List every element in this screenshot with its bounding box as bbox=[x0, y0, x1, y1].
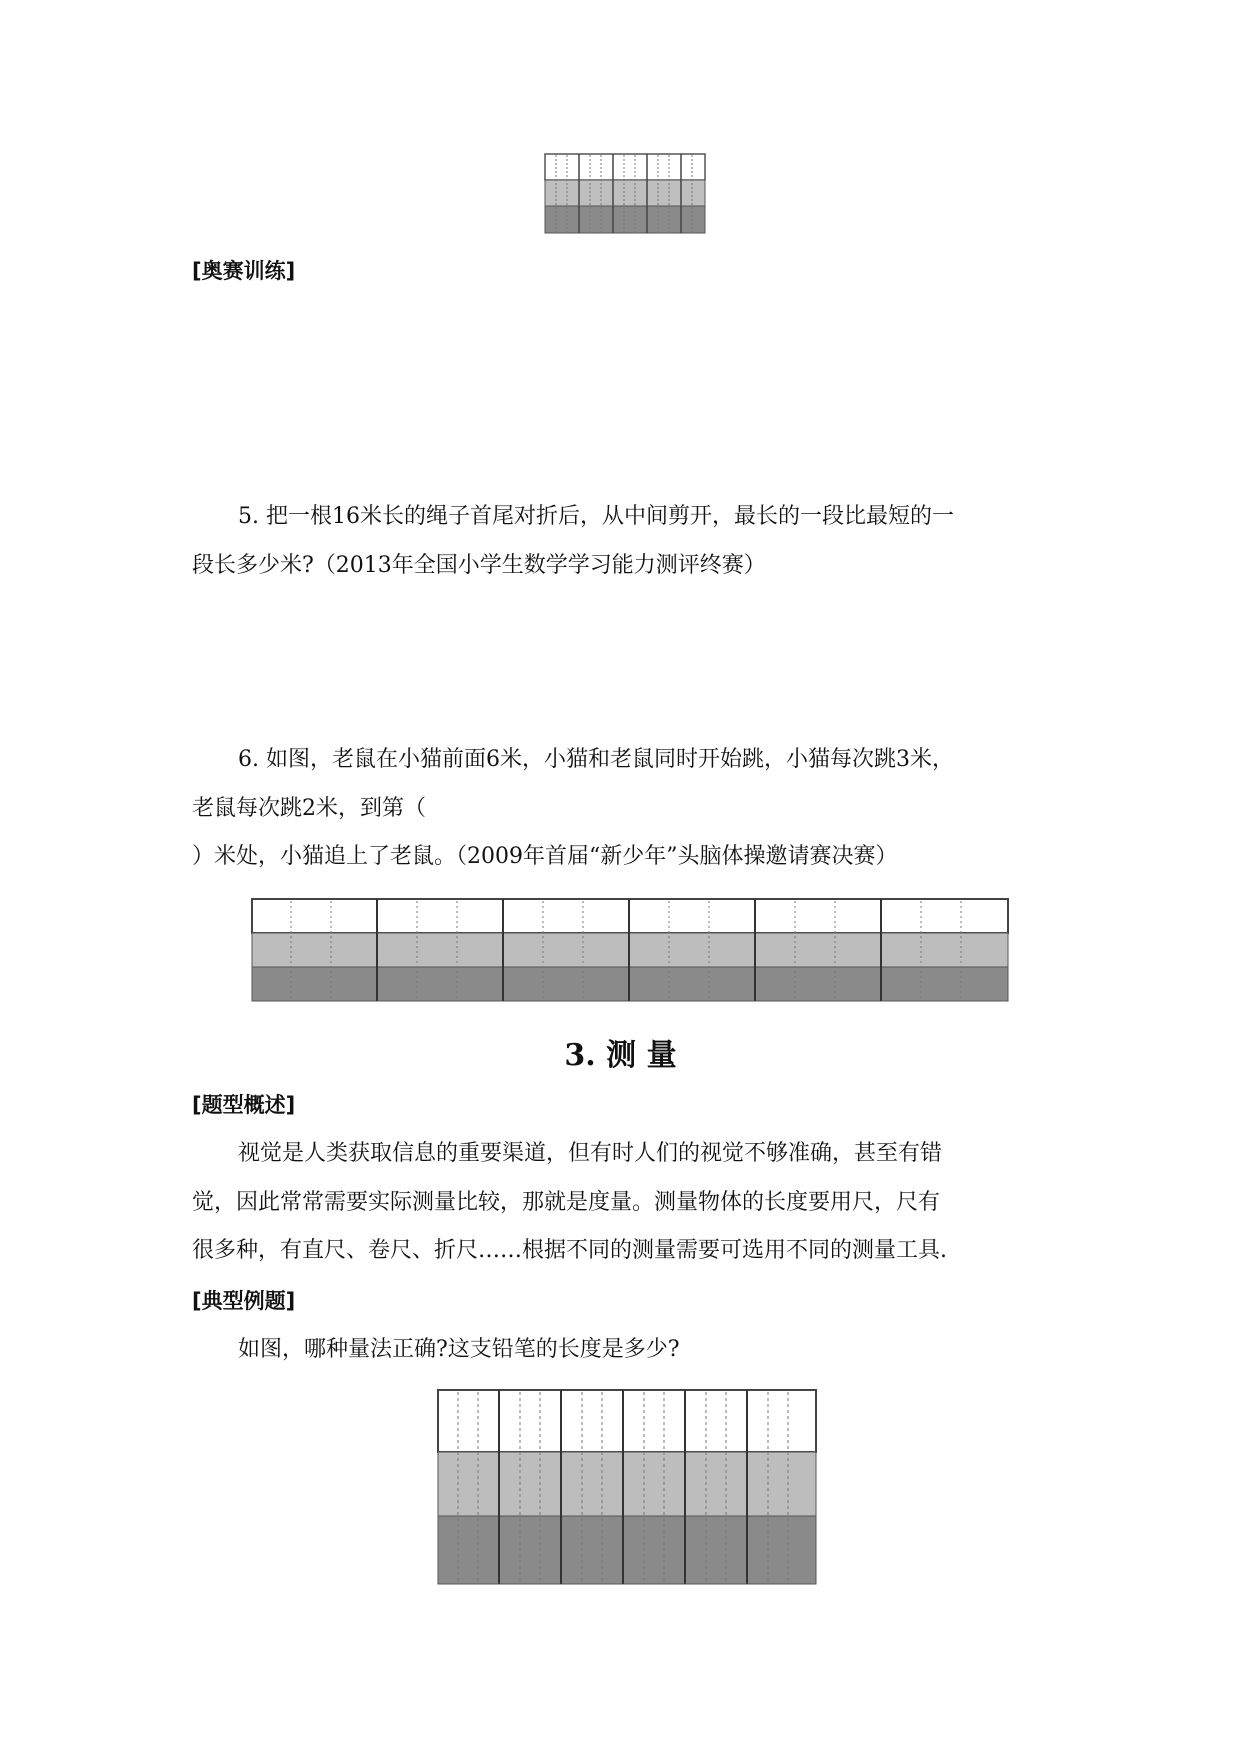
problem-6-line-2: 老鼠每次跳2米，到第（ bbox=[192, 796, 426, 821]
overview-line-2: 觉，因此常常需要实际测量比较，那就是度量。测量物体的长度要用尺，尺有 bbox=[192, 1190, 941, 1215]
problem-6-grid-figure bbox=[251, 897, 1011, 1003]
olympiad-heading: [奥赛训练] bbox=[192, 259, 296, 283]
overview-line-1: 视觉是人类获取信息的重要渠道，但有时人们的视觉不够准确，甚至有错 bbox=[238, 1141, 943, 1166]
topic-overview-heading: [题型概述] bbox=[192, 1093, 296, 1117]
chapter-title: 3. 测 量 bbox=[564, 1038, 677, 1073]
overview-line-3: 很多种，有直尺、卷尺、折尺……根据不同的测量需要可选用不同的测量工具. bbox=[192, 1238, 947, 1263]
example-grid-figure bbox=[436, 1388, 818, 1588]
example-heading: [典型例题] bbox=[192, 1289, 296, 1313]
example-question: 如图，哪种量法正确?这支铅笔的长度是多少? bbox=[238, 1337, 680, 1362]
problem-6-line-3: ）米处，小猫追上了老鼠。（2009年首届“新少年”头脑体操邀请赛决赛） bbox=[192, 844, 898, 869]
problem-5-line-1: 5. 把一根16米长的绳子首尾对折后，从中间剪开，最长的一段比最短的一 bbox=[238, 504, 954, 529]
problem-6-line-1: 6. 如图，老鼠在小猫前面6米，小猫和老鼠同时开始跳，小猫每次跳3米， bbox=[238, 747, 954, 772]
problem-5-line-2: 段长多少米?（2013年全国小学生数学学习能力测评终赛） bbox=[192, 553, 766, 578]
top-grid-figure bbox=[544, 153, 706, 235]
